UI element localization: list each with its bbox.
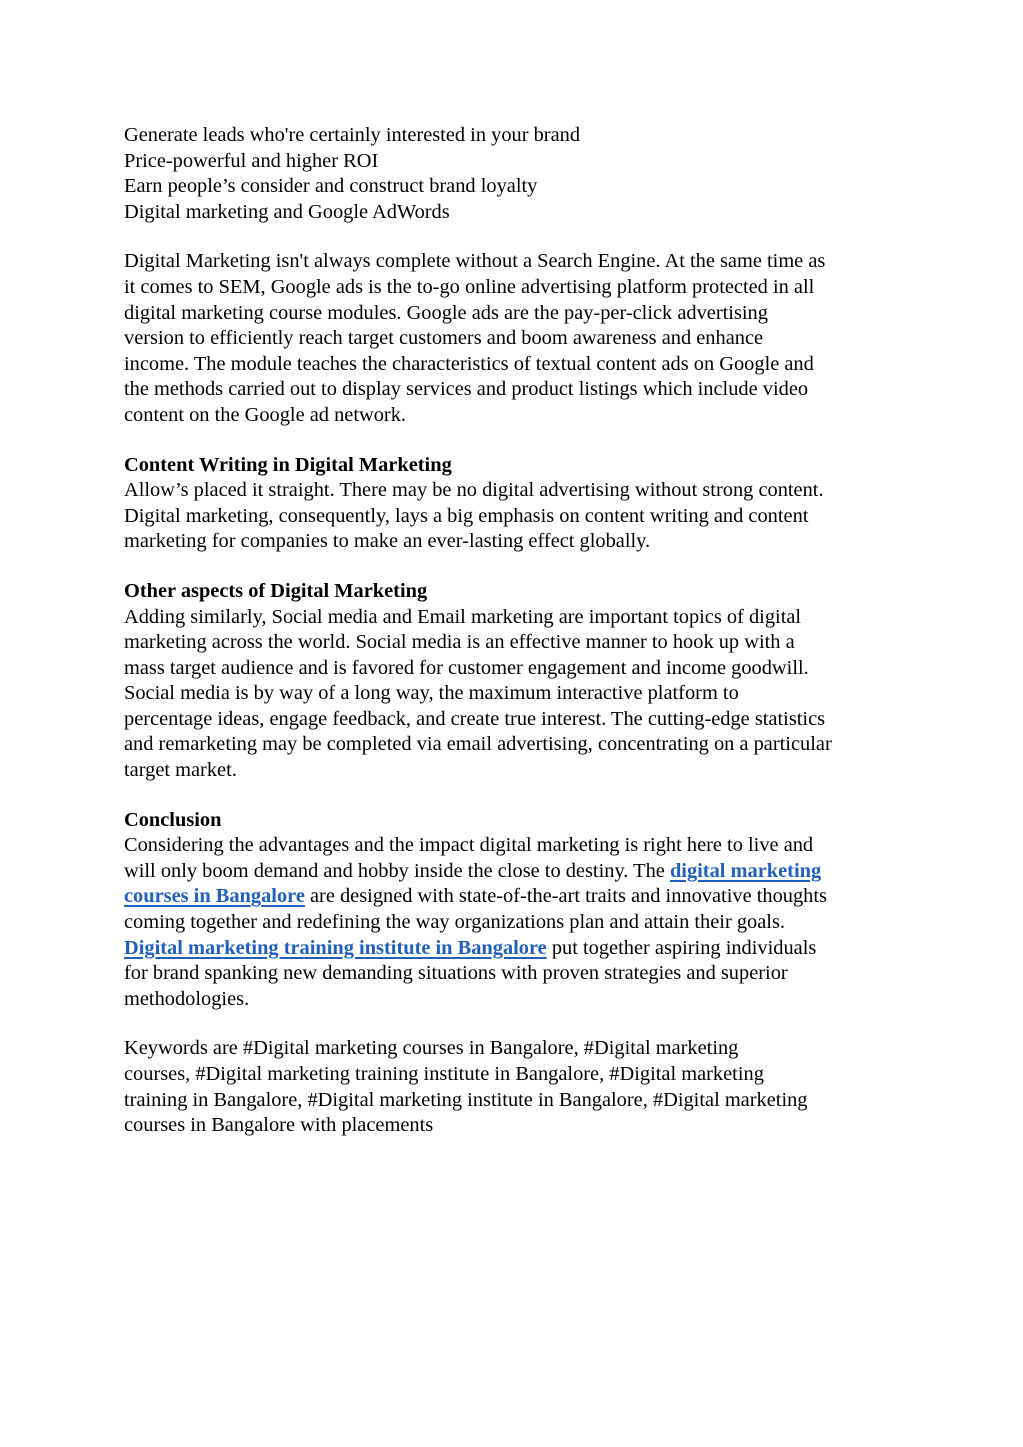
intro-line: Earn people’s consider and construct brand loyalty [124, 175, 538, 198]
paragraph-line: version to efficiently reach target customers and boom awareness and enhance [124, 327, 764, 350]
paragraph-line: mass target audience and is favored for customer engagement and income goodwill. [124, 656, 809, 679]
paragraph-line: the methods carried out to display services and product listings which include video [124, 378, 809, 401]
paragraph-line: content on the Google ad network. [124, 403, 406, 426]
paragraph-line: it comes to SEM, Google ads is the to-go online advertising platform protected in all [124, 275, 815, 298]
paragraph-line: for brand spanking new demanding situations with proven strategies and superior [124, 962, 788, 985]
paragraph-line: target market. [124, 759, 237, 782]
intro-line: Price-powerful and higher ROI [124, 149, 379, 172]
intro-line: Digital marketing and Google AdWords [124, 200, 450, 223]
paragraph-line: income. The module teaches the characteristics of textual content ads on Google and [124, 352, 814, 375]
paragraph-line: Adding similarly, Social media and Email marketing are important topics of digital [124, 605, 802, 628]
keywords-line: courses in Bangalore with placements [124, 1114, 434, 1137]
section-heading: Other aspects of Digital Marketing [124, 579, 428, 602]
digital-marketing-courses-link-continued[interactable]: courses in Bangalore [124, 885, 305, 908]
paragraph-line: digital marketing course modules. Google ads are the pay-per-click advertising [124, 301, 768, 324]
digital-marketing-courses-link[interactable]: digital marketing [669, 859, 822, 882]
section-heading: Conclusion [124, 808, 222, 831]
keywords-line: training in Bangalore, #Digital marketing institute in Bangalore, #Digital marketing [124, 1088, 808, 1111]
paragraph-text: will only boom demand and hobby inside the close to destiny. The [124, 859, 670, 882]
document-page [124, 123, 914, 1163]
keywords-line: courses, #Digital marketing training institute in Bangalore, #Digital marketing [124, 1063, 764, 1085]
paragraph-line: marketing across the world. Social media is an effective manner to hook up with a [124, 631, 795, 654]
conclusion-section [124, 808, 914, 1013]
paragraph-line: Allow’s placed it straight. There may be no digital advertising without strong content. [124, 479, 824, 502]
paragraph-line: Digital marketing, consequently, lays a big emphasis on content writing and content [124, 504, 809, 527]
paragraph-line: Digital Marketing isn't always complete without a Search Engine. At the same time as [124, 250, 826, 273]
content-writing-section [124, 453, 914, 555]
paragraph-text: put together aspiring individuals [546, 936, 817, 959]
paragraph-line: methodologies. [124, 987, 250, 1010]
keywords-line: Keywords are #Digital marketing courses in Bangalore, #Digital marketing [124, 1037, 739, 1060]
paragraph-line: Social media is by way of a long way, the maximum interactive platform to [124, 682, 739, 705]
paragraph-line: and remarketing may be completed via email advertising, concentrating on a particular [124, 733, 832, 756]
keywords-paragraph [124, 1036, 914, 1138]
section-heading: Content Writing in Digital Marketing [124, 453, 452, 476]
intro-list [124, 123, 914, 225]
paragraph-text: are designed with state-of-the-art traits and innovative thoughts [304, 885, 827, 908]
paragraph-line [124, 884, 914, 910]
paragraph-line: marketing for companies to make an ever-lasting effect globally. [124, 530, 651, 553]
intro-line: Generate leads who're certainly interested in your brand [124, 124, 581, 146]
paragraph-line: percentage ideas, engage feedback, and create true interest. The cutting-edge statistics [124, 707, 826, 730]
training-institute-link[interactable]: Digital marketing training institute in Bangalore [124, 936, 547, 959]
paragraph-line [124, 936, 914, 962]
adwords-paragraph [124, 249, 914, 428]
other-aspects-section [124, 579, 914, 784]
paragraph-line [124, 859, 914, 885]
paragraph-line: coming together and redefining the way organizations plan and attain their goals. [124, 911, 785, 934]
paragraph-line: Considering the advantages and the impact digital marketing is right here to live and [124, 834, 814, 857]
